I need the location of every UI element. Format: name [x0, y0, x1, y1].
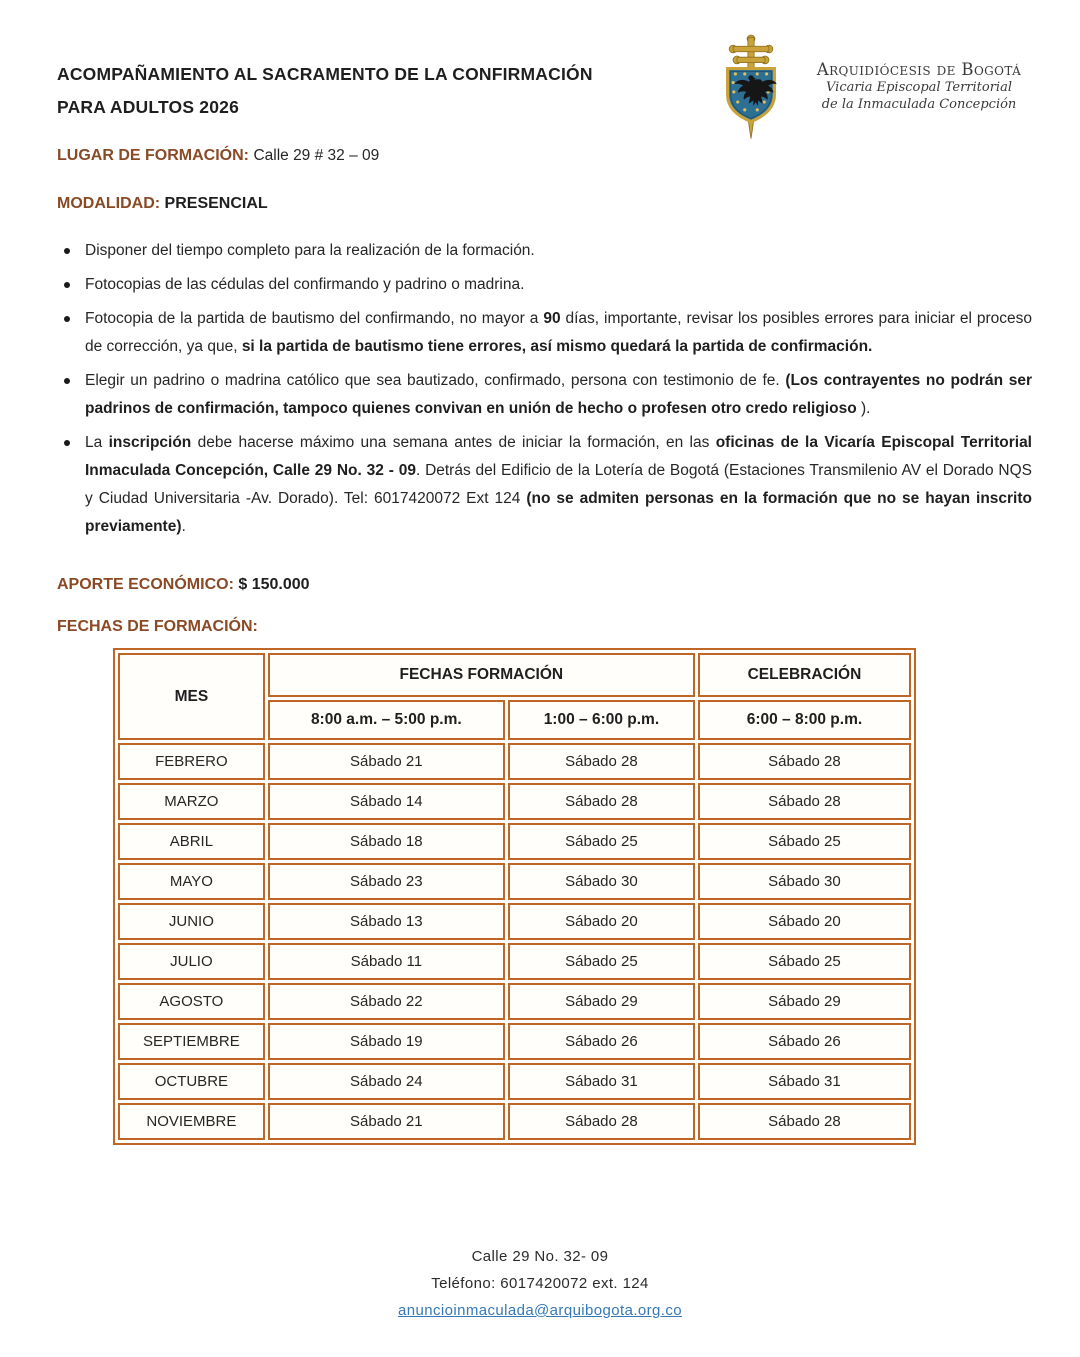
bullet-icon: [64, 440, 70, 446]
date-cell: Sábado 28: [508, 783, 695, 820]
date-cell: Sábado 29: [698, 983, 911, 1020]
table-row: [118, 823, 911, 860]
date-cell: Sábado 31: [508, 1063, 695, 1100]
modalidad-value: PRESENCIAL: [164, 195, 268, 212]
fechas-heading: [57, 618, 258, 636]
aporte-line: [57, 576, 310, 594]
lugar-value: Calle 29 # 32 – 09: [253, 147, 380, 164]
requirement-item: Disponer del tiempo completo para la realización de la formación.: [57, 237, 1032, 265]
month-cell: ABRIL: [118, 823, 265, 860]
date-cell: Sábado 24: [268, 1063, 505, 1100]
fechas-label: FECHAS DE FORMACIÓN:: [57, 618, 258, 635]
col-header-time2: 1:00 – 6:00 p.m.: [508, 700, 695, 740]
date-cell: Sábado 19: [268, 1023, 505, 1060]
date-cell: Sábado 28: [508, 743, 695, 780]
table-row: [118, 783, 911, 820]
month-cell: MAYO: [118, 863, 265, 900]
month-cell: AGOSTO: [118, 983, 265, 1020]
footer-address: Calle 29 No. 32- 09: [471, 1248, 609, 1265]
date-cell: Sábado 28: [698, 743, 911, 780]
bullet-icon: [64, 316, 70, 322]
logo-text: [798, 34, 1040, 113]
date-cell: Sábado 28: [698, 1103, 911, 1140]
date-cell: Sábado 11: [268, 943, 505, 980]
date-cell: Sábado 20: [698, 903, 911, 940]
page-title-line1: ACOMPAÑAMIENTO AL SACRAMENTO DE LA CONFIRMACIÓN: [57, 64, 593, 84]
date-cell: Sábado 28: [698, 783, 911, 820]
date-cell: Sábado 25: [508, 943, 695, 980]
col-header-mes: MES: [118, 653, 265, 740]
table-row: [118, 1103, 911, 1140]
logo-org-name: Arquidiócesis de Bogotá: [816, 60, 1022, 79]
month-cell: SEPTIEMBRE: [118, 1023, 265, 1060]
lugar-line: [57, 147, 379, 165]
date-cell: Sábado 26: [508, 1023, 695, 1060]
date-cell: Sábado 25: [698, 823, 911, 860]
requirement-item: Elegir un padrino o madrina católico que sea bautizado, confirmado, persona con testimonio de fe. (Los contrayentes no podrán ser padrinos de confirmación, tampoco quienes convivan en unión de hecho o profesen otro credo religioso ).: [57, 367, 1032, 423]
bullet-icon: [64, 282, 70, 288]
month-cell: JUNIO: [118, 903, 265, 940]
bullet-icon: [64, 378, 70, 384]
requirement-item: Fotocopia de la partida de bautismo del confirmando, no mayor a 90 días, importante, revisar los posibles errores para iniciar el proceso de corrección, ya que, si la partida de bautismo tiene errores, así mismo quedará la partida de confirmación.: [57, 305, 1032, 361]
requirements-list: [57, 237, 1032, 547]
date-cell: Sábado 22: [268, 983, 505, 1020]
col-header-fechas-formacion: FECHAS FORMACIÓN: [268, 653, 695, 697]
logo-subtitle-1: Vicaria Episcopal Territorial: [826, 80, 1012, 95]
month-cell: MARZO: [118, 783, 265, 820]
aporte-label: APORTE ECONÓMICO:: [57, 576, 234, 593]
date-cell: Sábado 30: [508, 863, 695, 900]
col-header-celebracion: CELEBRACIÓN: [698, 653, 911, 697]
lugar-label: LUGAR DE FORMACIÓN:: [57, 147, 249, 164]
archdiocese-logo: [712, 34, 1042, 147]
requirement-item: La inscripción debe hacerse máximo una semana antes de iniciar la formación, en las oficinas de la Vicaría Episcopal Territorial Inmaculada Concepción, Calle 29 No. 32 - 09. Detrás del Edificio de la Lotería de Bogotá (Estaciones Transmilenio AV el Dorado NQS y Ciudad Universitaria -Av. Dorado). Tel: 6017420072 Ext 124 (no se admiten personas en la formación que no se hayan inscrito previamente).: [57, 429, 1032, 541]
date-cell: Sábado 25: [698, 943, 911, 980]
table-row: [118, 743, 911, 780]
col-header-time3: 6:00 – 8:00 p.m.: [698, 700, 911, 740]
footer-email-link[interactable]: anuncioinmaculada@arquibogota.org.co: [398, 1302, 682, 1319]
table-row: [118, 1023, 911, 1060]
table-row: [118, 943, 911, 980]
archdiocese-crest-icon: [712, 34, 790, 147]
modalidad-label: MODALIDAD:: [57, 195, 161, 212]
month-cell: OCTUBRE: [118, 1063, 265, 1100]
table-row: [118, 983, 911, 1020]
table-row: [118, 1063, 911, 1100]
date-cell: Sábado 21: [268, 1103, 505, 1140]
col-header-time1: 8:00 a.m. – 5:00 p.m.: [268, 700, 505, 740]
footer-phone: Teléfono: 6017420072 ext. 124: [431, 1275, 649, 1292]
month-cell: FEBRERO: [118, 743, 265, 780]
date-cell: Sábado 28: [508, 1103, 695, 1140]
date-cell: Sábado 30: [698, 863, 911, 900]
date-cell: Sábado 21: [268, 743, 505, 780]
date-cell: Sábado 31: [698, 1063, 911, 1100]
date-cell: Sábado 20: [508, 903, 695, 940]
date-cell: Sábado 25: [508, 823, 695, 860]
page-title-line2: PARA ADULTOS 2026: [57, 97, 240, 117]
month-cell: JULIO: [118, 943, 265, 980]
table-row: [118, 863, 911, 900]
month-cell: NOVIEMBRE: [118, 1103, 265, 1140]
page-title: [57, 58, 707, 124]
schedule-table-body: [118, 743, 911, 1140]
date-cell: Sábado 14: [268, 783, 505, 820]
date-cell: Sábado 26: [698, 1023, 911, 1060]
schedule-table: [113, 648, 916, 1145]
date-cell: Sábado 23: [268, 863, 505, 900]
logo-subtitle-2: de la Inmaculada Concepción: [821, 97, 1017, 112]
bullet-icon: [64, 248, 70, 254]
date-cell: Sábado 29: [508, 983, 695, 1020]
modalidad-line: [57, 195, 268, 213]
footer: [0, 1243, 1080, 1324]
aporte-value: $ 150.000: [238, 576, 310, 593]
requirement-item: Fotocopias de las cédulas del confirmando y padrino o madrina.: [57, 271, 1032, 299]
table-row: [118, 903, 911, 940]
date-cell: Sábado 13: [268, 903, 505, 940]
date-cell: Sábado 18: [268, 823, 505, 860]
